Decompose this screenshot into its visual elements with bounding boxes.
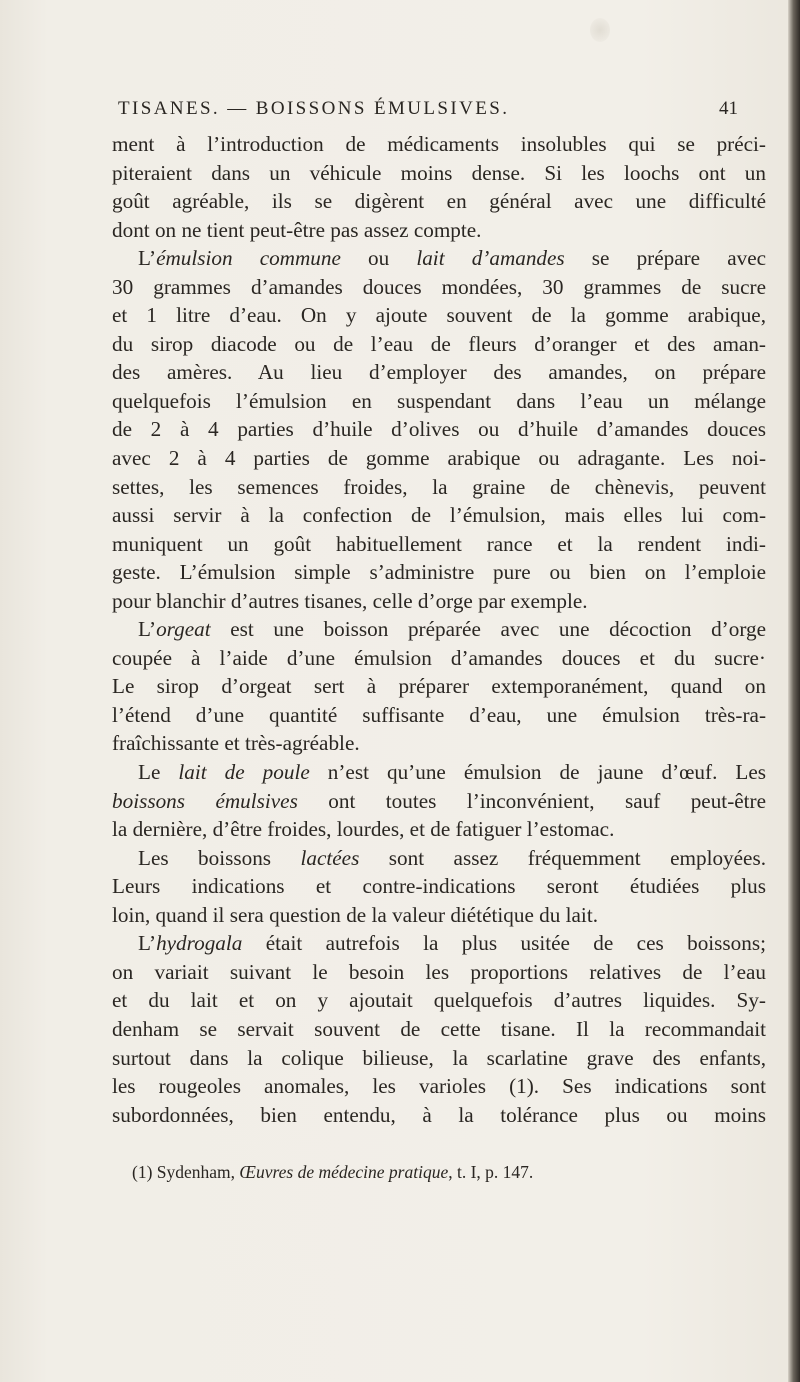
text-line: les rougeoles anomales, les varioles (1). Ses indications sont: [112, 1074, 766, 1099]
running-title: TISANES. — BOISSONS ÉMULSIVES.: [118, 98, 510, 119]
text-run: Les boissons: [138, 845, 301, 870]
paragraph-orgeat: [112, 615, 766, 644]
text-run: L’: [138, 931, 157, 956]
text-line: ment à l’introduction de médicaments insolubles qui se préci-: [112, 132, 766, 156]
text-run: L’: [138, 617, 157, 642]
text-run: n’est qu’une émulsion de jaune d’œuf. Les: [309, 760, 766, 785]
text-line: on variait suivant le besoin les proportions relatives de l’eau: [112, 959, 766, 984]
text-run: sont assez fréquemment employées.: [359, 845, 766, 870]
paragraph-emulsion: [112, 244, 766, 273]
italic-term: lait de poule: [178, 760, 310, 785]
text-run: était autrefois la plus usitée de ces boissons;: [242, 931, 766, 956]
paragraph-lait-de-poule: [112, 758, 766, 787]
italic-term: lait d’amandes: [416, 246, 565, 271]
text-line: surtout dans la colique bilieuse, la scarlatine grave des enfants,: [112, 1045, 766, 1070]
text-line: la dernière, d’être froides, lourdes, et de fatiguer l’estomac.: [112, 817, 615, 842]
text-line: denham se servait souvent de cette tisane. Il la recommandait: [112, 1016, 766, 1041]
text-line: coupée à l’aide d’une émulsion d’amandes douces et du sucre·: [112, 645, 766, 670]
text-line: des amères. Au lieu d’employer des amandes, on prépare: [112, 360, 766, 385]
footnote-text: (1) Sydenham,: [132, 1162, 240, 1182]
footnote: [132, 1162, 752, 1183]
text-line: 30 grammes d’amandes douces mondées, 30 grammes de sucre: [112, 274, 766, 299]
text-line: Leurs indications et contre-indications seront étudiées plus: [112, 874, 766, 899]
text-line: aussi servir à la confection de l’émulsion, mais elles lui com-: [112, 503, 766, 528]
text-run: est une boisson préparée avec une décoction d’orge: [210, 617, 766, 642]
text-line: fraîchissante et très-agréable.: [112, 731, 360, 756]
body-text: [112, 130, 766, 1129]
text-line: settes, les semences froides, la graine de chènevis, peuvent: [112, 474, 766, 499]
text-run: L’: [138, 246, 157, 271]
text-line: pour blanchir d’autres tisanes, celle d’orge par exemple.: [112, 588, 588, 613]
text-line: et du lait et on y ajoutait quelquefois d’autres liquides. Sy-: [112, 988, 766, 1013]
italic-term: hydrogala: [156, 931, 243, 956]
page-edge-shadow: [788, 0, 800, 1382]
italic-term: émulsion commune: [156, 246, 341, 271]
footnote-text: , t. I, p. 147.: [448, 1162, 534, 1182]
text-line: Le sirop d’orgeat sert à préparer extemporanément, quand on: [112, 674, 766, 699]
text-run: ou: [340, 246, 417, 271]
page-number: 41: [719, 98, 738, 119]
running-head: [108, 98, 768, 126]
text-line: muniquent un goût habituellement rance et la rendent indi-: [112, 531, 766, 556]
text-line: piteraient dans un véhicule moins dense. Si les loochs ont un: [112, 160, 766, 185]
text-line: et 1 litre d’eau. On y ajoute souvent de la gomme arabique,: [112, 303, 766, 328]
text-line: de 2 à 4 parties d’huile d’olives ou d’huile d’amandes douces: [112, 417, 766, 442]
text-line: dont on ne tient peut-être pas assez compte.: [112, 217, 482, 242]
text-line: l’étend d’une quantité suffisante d’eau, une émulsion très-ra-: [112, 702, 766, 727]
text-line: geste. L’émulsion simple s’administre pure ou bien on l’emploie: [112, 560, 766, 585]
paragraph-hydrogala: [112, 929, 766, 958]
footnote-title: Œuvres de médecine pratique: [239, 1162, 449, 1182]
text-line: avec 2 à 4 parties de gomme arabique ou adragante. Les noi-: [112, 446, 766, 471]
text-line: [112, 787, 766, 816]
italic-term: boissons émulsives: [112, 788, 298, 813]
text-line: subordonnées, bien entendu, à la tolérance plus ou moins: [112, 1102, 766, 1127]
text-line: quelquefois l’émulsion en suspendant dans l’eau un mélange: [112, 388, 766, 413]
text-line: goût agréable, ils se digèrent en général avec une difficulté: [112, 189, 766, 214]
paper-stain: [590, 18, 610, 42]
text-run: ont toutes l’inconvénient, sauf peut-être: [297, 788, 766, 813]
italic-term: orgeat: [156, 617, 211, 642]
text-line: loin, quand il sera question de la valeur diététique du lait.: [112, 902, 598, 927]
paragraph-lactees: [112, 844, 766, 873]
italic-term: lactées: [300, 845, 360, 870]
text-line: du sirop diacode ou de l’eau de fleurs d’oranger et des aman-: [112, 331, 766, 356]
text-run: se prépare avec: [564, 246, 767, 271]
text-run: Le: [138, 760, 179, 785]
